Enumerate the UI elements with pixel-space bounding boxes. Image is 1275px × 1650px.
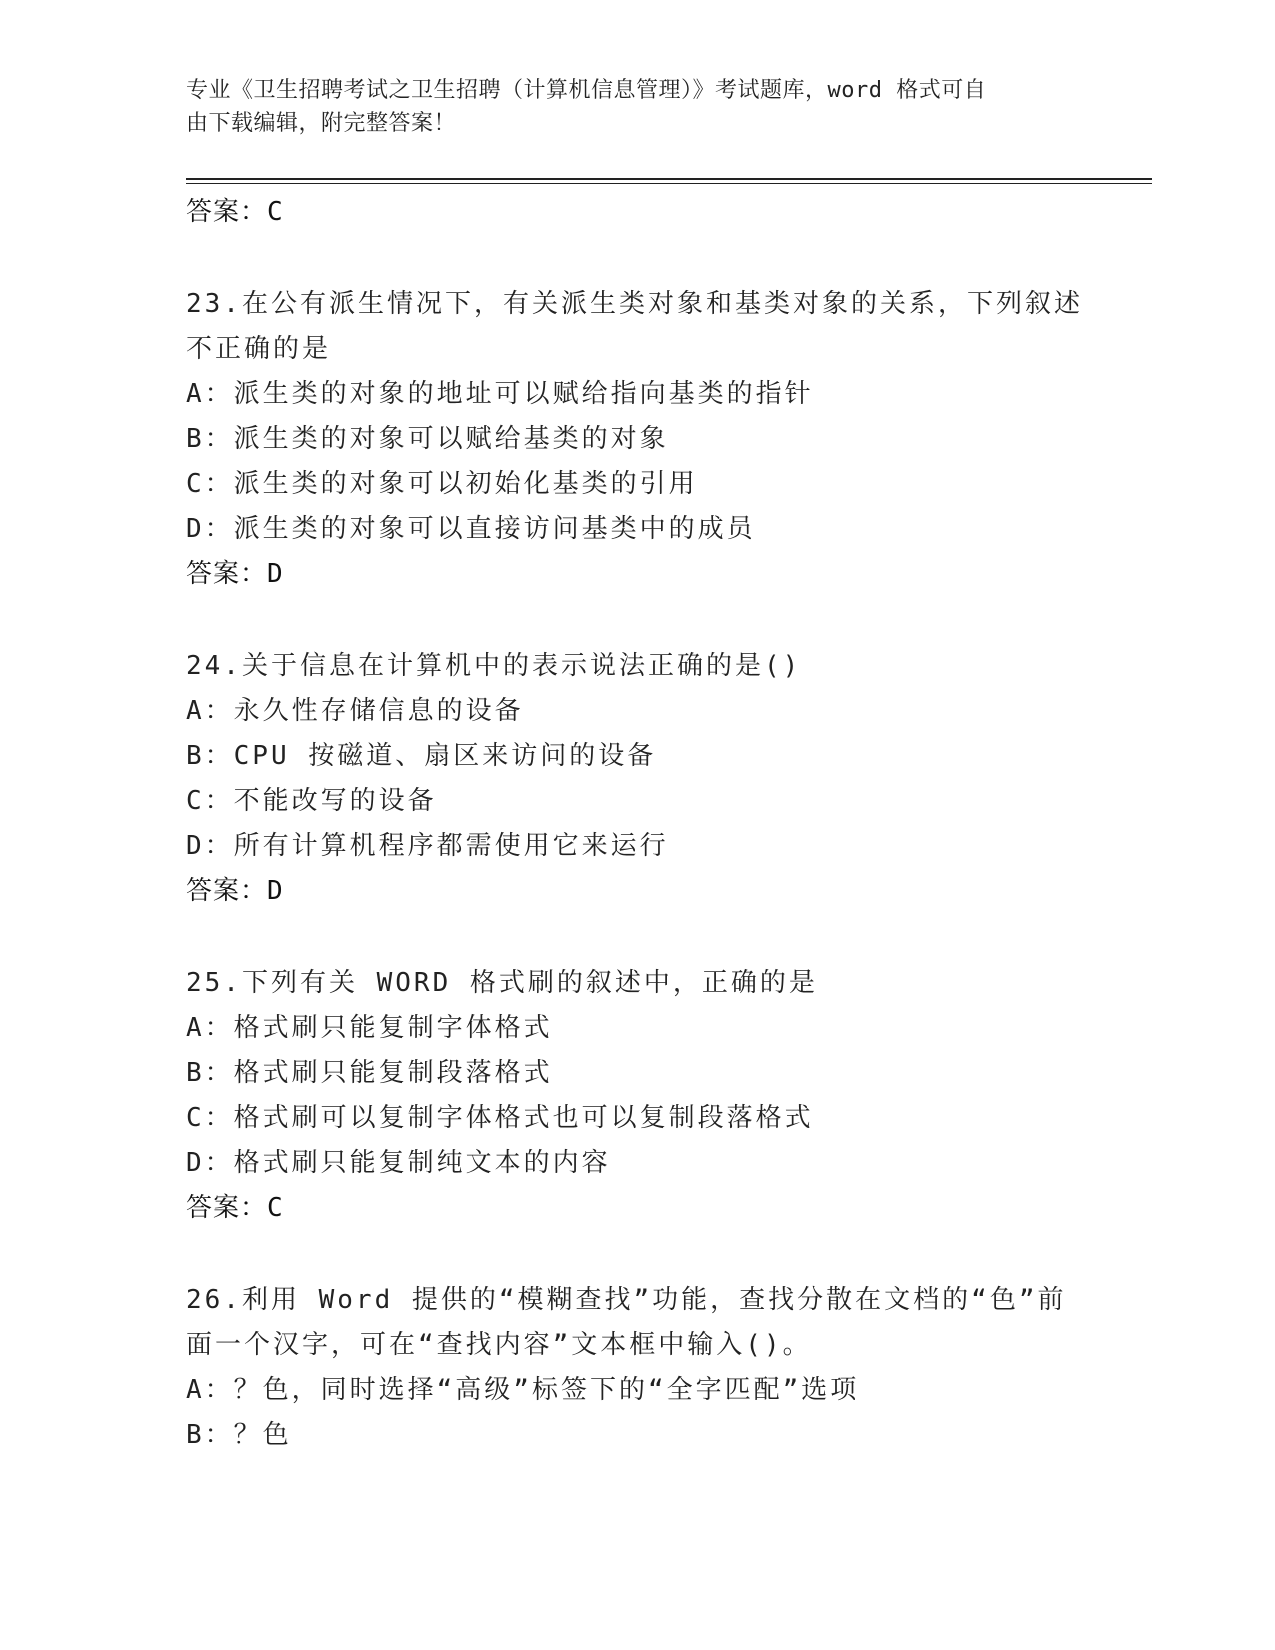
question-25 <box>186 961 1086 1231</box>
question-stem: 26.利用 Word 提供的“模糊查找”功能，查找分散在文档的“色”前 <box>186 1285 1067 1315</box>
answer-label: 答案： <box>186 876 268 906</box>
answer-value: D <box>267 559 284 589</box>
answer-line <box>186 869 1086 914</box>
question-stem: 25.下列有关 WORD 格式刷的叙述中，正确的是 <box>186 968 818 998</box>
answer-line <box>186 552 1086 597</box>
option-b: B：派生类的对象可以赋给基类的对象 <box>186 424 669 454</box>
option-a: A：永久性存储信息的设备 <box>186 696 524 726</box>
header-line-1: 专业《卫生招聘考试之卫生招聘（计算机信息管理）》考试题库，word 格式可自 <box>186 78 987 103</box>
option-b: B：格式刷只能复制段落格式 <box>186 1058 553 1088</box>
option-d: D：格式刷只能复制纯文本的内容 <box>186 1148 611 1178</box>
question-24 <box>186 644 1086 914</box>
question-23 <box>186 282 1086 597</box>
option-c: C：不能改写的设备 <box>186 786 437 816</box>
option-b: B：CPU 按磁道、扇区来访问的设备 <box>186 741 657 771</box>
option-a: A：格式刷只能复制字体格式 <box>186 1013 553 1043</box>
option-c: C：格式刷可以复制字体格式也可以复制段落格式 <box>186 1103 814 1133</box>
document-header <box>186 74 1066 140</box>
header-divider-thick <box>186 178 1152 180</box>
question-stem: 23.在公有派生情况下，有关派生类对象和基类对象的关系，下列叙述 <box>186 289 1083 319</box>
answer-value: D <box>267 876 284 906</box>
answer-label: 答案： <box>186 197 268 227</box>
option-a: A：派生类的对象的地址可以赋给指向基类的指针 <box>186 379 814 409</box>
option-d: D：所有计算机程序都需使用它来运行 <box>186 831 669 861</box>
option-c: C：派生类的对象可以初始化基类的引用 <box>186 469 698 499</box>
answer-value: C <box>267 197 284 227</box>
question-stem: 24.关于信息在计算机中的表示说法正确的是() <box>186 651 802 681</box>
header-divider-thin <box>186 183 1152 184</box>
option-b: B：？色 <box>186 1420 292 1450</box>
answer-label: 答案： <box>186 559 268 589</box>
answer-line <box>186 190 1086 235</box>
question-content <box>186 190 1086 1458</box>
answer-label: 答案： <box>186 1193 268 1223</box>
question-stem: 不正确的是 <box>186 334 332 364</box>
answer-value: C <box>267 1193 284 1223</box>
question-26 <box>186 1278 1086 1458</box>
header-line-2: 由下载编辑，附完整答案！ <box>186 111 457 136</box>
question-stem: 面一个汉字，可在“查找内容”文本框中输入()。 <box>186 1330 812 1360</box>
option-a: A：？色，同时选择“高级”标签下的“全字匹配”选项 <box>186 1375 860 1405</box>
option-d: D：派生类的对象可以直接访问基类中的成员 <box>186 514 756 544</box>
answer-line <box>186 1186 1086 1231</box>
